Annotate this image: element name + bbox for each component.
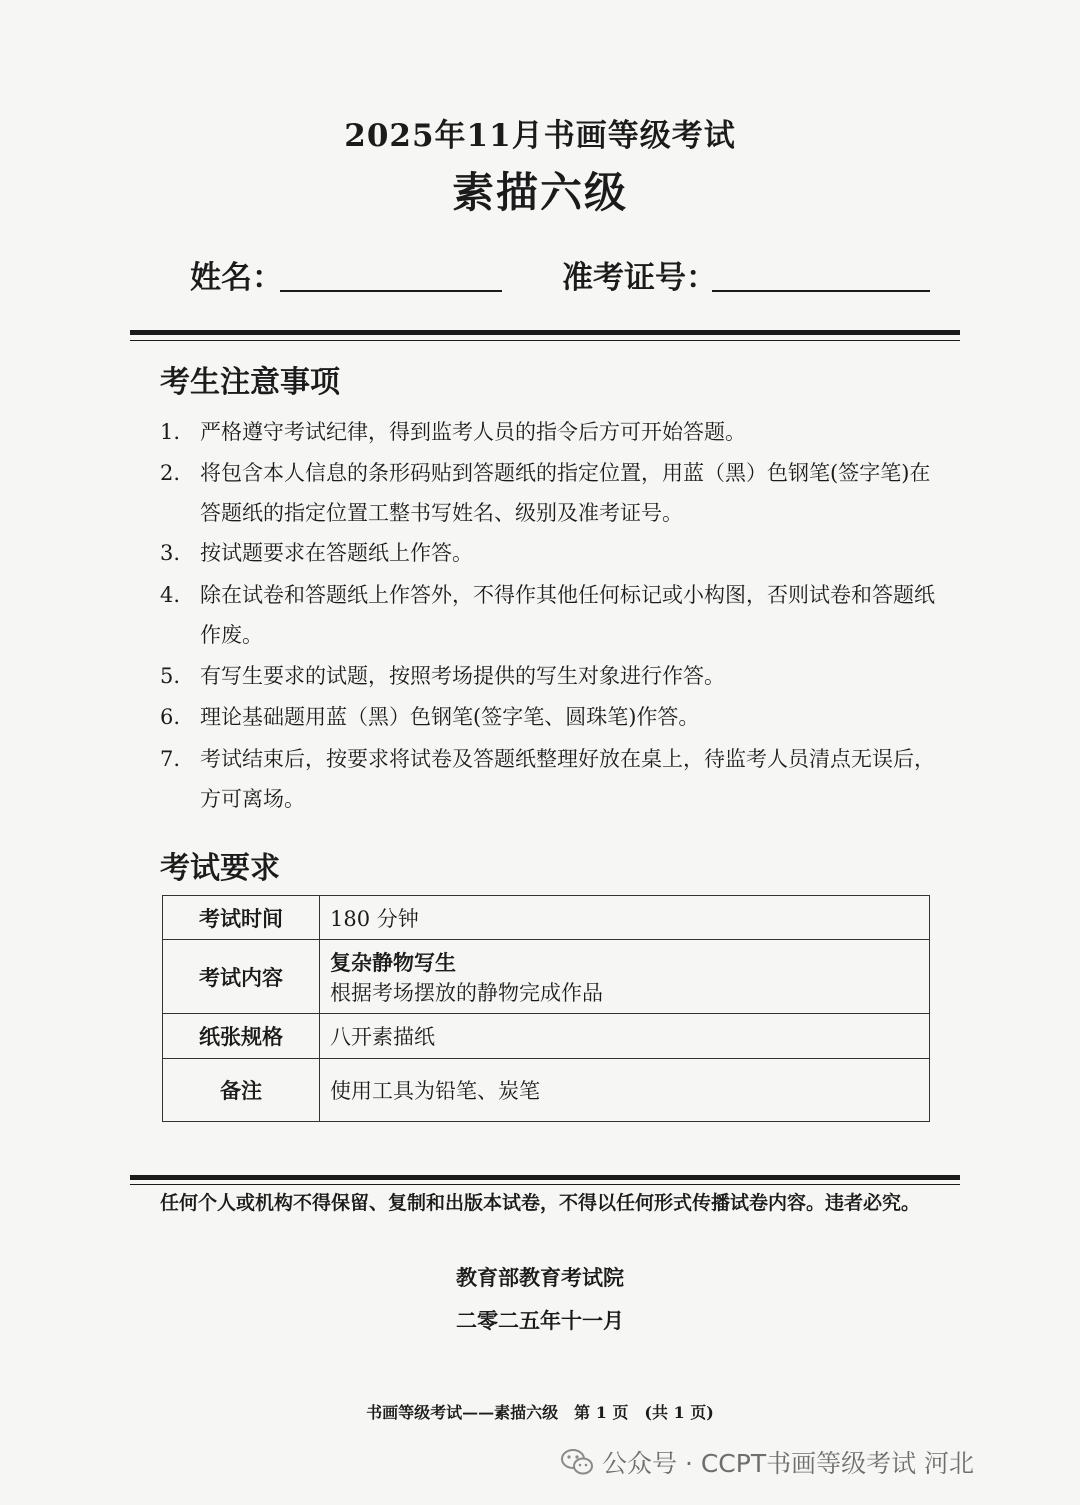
notice-item-number: 5.: [160, 664, 181, 688]
notice-item: [160, 656, 940, 696]
notice-item-number: 4.: [160, 583, 181, 607]
id-label: 准考证号：: [562, 260, 717, 296]
divider-bottom-thin: [130, 1184, 960, 1185]
notice-item-number: 3.: [160, 541, 181, 565]
content-detail: 根据考场摆放的静物完成作品: [330, 980, 603, 1005]
table-row: [163, 940, 930, 1014]
notice-item-text: 除在试卷和答题纸上作答外，不得作其他任何标记或小构图，否则试卷和答题纸作废。: [200, 583, 935, 647]
notice-item-text: 严格遵守考试纪律，得到监考人员的指令后方可开始答题。: [200, 420, 746, 444]
table-row: [163, 1059, 930, 1122]
page-footer: 书画等级考试——素描六级 第 1 页 (共 1 页): [366, 1403, 714, 1422]
notice-item-number: 6.: [160, 705, 181, 729]
notice-item-number: 1.: [160, 420, 181, 444]
notice-item-number: 7.: [160, 747, 181, 771]
notice-item-text: 将包含本人信息的条形码贴到答题纸的指定位置，用蓝（黑）色钢笔(签字笔)在答题纸的指定位置工整书写姓名、级别及准考证号。: [200, 461, 931, 525]
notice-item-text: 理论基础题用蓝（黑）色钢笔(签字笔、圆珠笔)作答。: [200, 705, 700, 729]
notice-item-text: 考试结束后，按要求将试卷及答题纸整理好放在桌上，待监考人员清点无误后，方可离场。: [200, 747, 935, 811]
notice-item: [160, 453, 940, 533]
exam-subtitle: 素描六级: [451, 168, 628, 217]
divider-top-thin: [130, 340, 960, 341]
exam-title: 2025年11月书画等级考试: [344, 118, 736, 154]
table-key-cell: 纸张规格: [163, 1014, 320, 1059]
notice-item: [160, 533, 940, 573]
notice-item-number: 2.: [160, 461, 181, 485]
requirements-table: [162, 895, 930, 1122]
table-row: [163, 896, 930, 940]
notice-title: 考生注意事项: [160, 365, 340, 400]
table-value-cell: 使用工具为铅笔、炭笔: [320, 1059, 930, 1122]
watermark: [560, 1444, 974, 1480]
table-value-cell: [320, 940, 930, 1014]
table-value-cell: 八开素描纸: [320, 1014, 930, 1059]
table-key-cell: 考试时间: [163, 896, 320, 940]
table-value-cell: 180 分钟: [320, 896, 930, 940]
wechat-icon: [560, 1447, 594, 1477]
copyright-notice: 任何个人或机构不得保留、复制和出版本试卷，不得以任何形式传播试卷内容。违者必究。: [159, 1192, 920, 1214]
notice-item: [160, 575, 940, 655]
notice-item: [160, 412, 940, 452]
table-key-cell: 备注: [163, 1059, 320, 1122]
table-row: [163, 1014, 930, 1059]
requirements-title: 考试要求: [160, 851, 280, 886]
name-blank: [280, 290, 502, 292]
name-label: 姓名：: [190, 260, 283, 296]
notice-item: [160, 697, 940, 737]
issuer: 教育部教育考试院: [456, 1265, 624, 1290]
content-heading: 复杂静物写生: [330, 949, 456, 975]
watermark-text: 公众号 · CCPT书画等级考试 河北: [602, 1449, 975, 1478]
notice-item-text: 按试题要求在答题纸上作答。: [200, 541, 473, 565]
divider-top-thick: [130, 330, 960, 335]
notice-item: [160, 739, 940, 819]
table-key-cell: 考试内容: [163, 940, 320, 1014]
divider-bottom-thick: [130, 1175, 960, 1180]
notice-item-text: 有写生要求的试题，按照考场提供的写生对象进行作答。: [200, 664, 725, 688]
issue-date: 二零二五年十一月: [456, 1308, 624, 1333]
id-blank: [712, 290, 930, 292]
